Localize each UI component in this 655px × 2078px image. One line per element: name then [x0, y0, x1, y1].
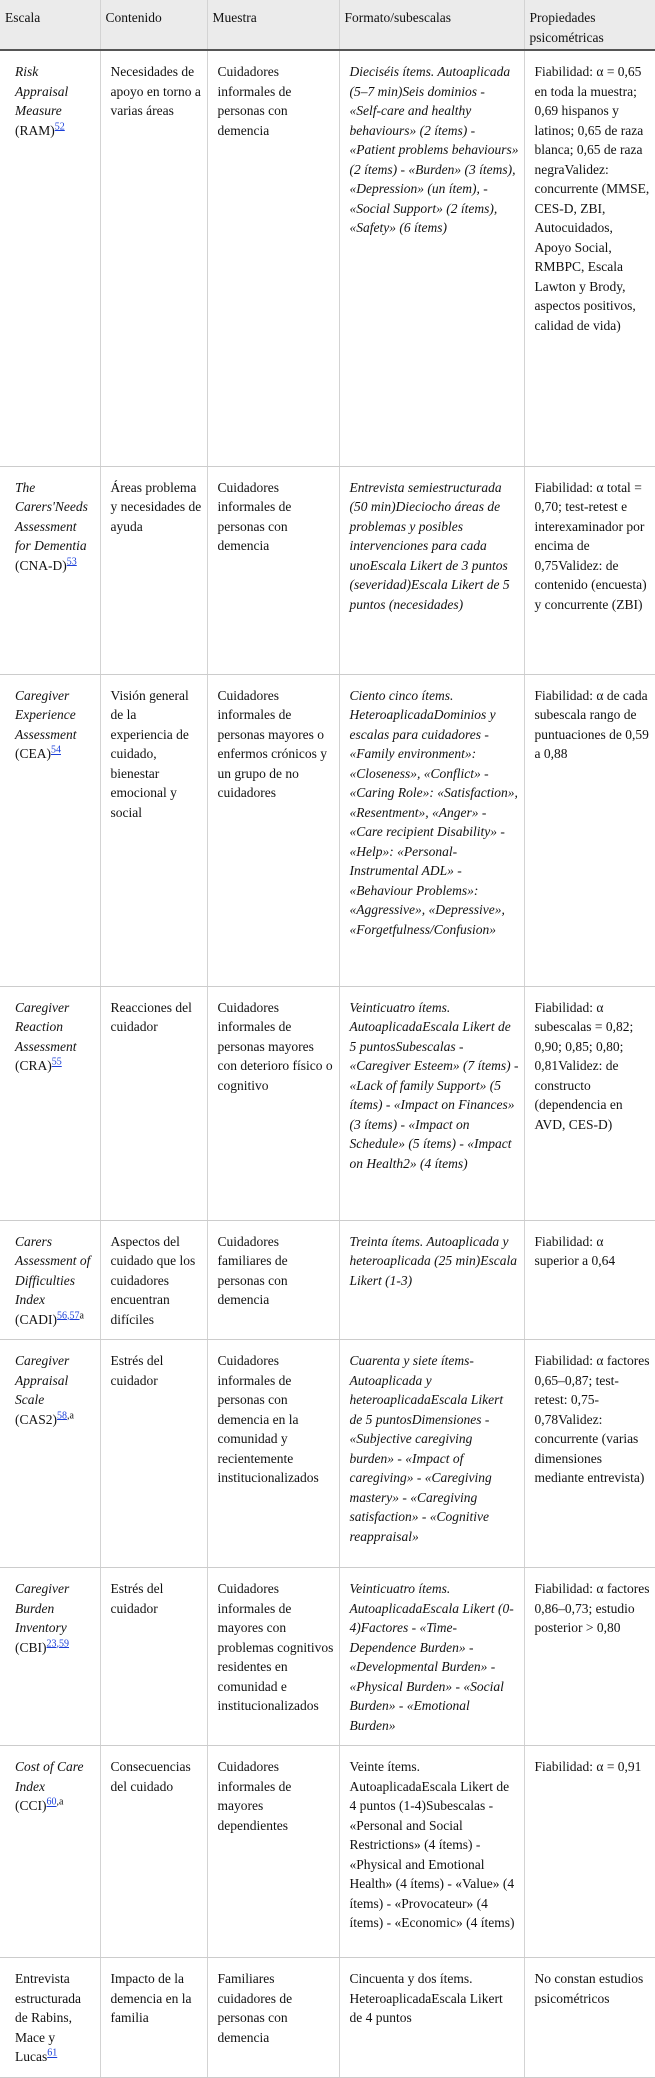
sample-cell: Cuidadores informales de personas mayores o enfermos crónicos y un grupo de no cuidadores — [207, 674, 339, 986]
sample-cell: Cuidadores informales de mayores dependientes — [207, 1746, 339, 1958]
format-cell — [339, 986, 524, 1220]
reference-link[interactable]: 55 — [51, 1056, 62, 1068]
sample-cell: Cuidadores informales de personas con demencia — [207, 466, 339, 674]
props-cell: Fiabilidad: α de cada subescala rango de puntuaciones de 0,59 a 0,88 — [524, 674, 655, 986]
format-cell: Veinte ítems. AutoaplicadaEscala Likert de 4 puntos (1-4)Subescalas - «Personal and Social Restrictions» (4 ítems) - «Physical and Emotional Health» (4 ítems) - «Value» (4 ítems) - «Provocateur» (4 ítems) - «Economic» (4 ítems) — [339, 1746, 524, 1958]
table-row — [0, 674, 655, 986]
content-cell: Áreas problema y necesidades de ayuda — [100, 466, 207, 674]
props-cell: Fiabilidad: α = 0,65 en toda la muestra; 0,69 hispanos y latinos; 0,65 de raza blanca; 0,65 de raza negraValidez: concurrente (MMSE, CES-D, ZBI, Autocuidados, Apoyo Social, RMBPC, Escala Lawton y Brody, aspectos positivos, calidad de vida) — [524, 50, 655, 466]
scale-abbr: (CCI) — [15, 1798, 47, 1813]
format-cell — [339, 1340, 524, 1568]
header-muestra: Muestra — [207, 0, 339, 50]
reference-link[interactable]: 58 — [57, 1410, 68, 1421]
header-escala: Escala — [0, 0, 100, 50]
scale-cell — [0, 466, 100, 674]
scale-abbr: (CEA) — [15, 746, 51, 761]
scale-abbr: (CRA) — [15, 1058, 52, 1073]
scale-abbr: (CNA-D) — [15, 557, 67, 573]
props-cell: Fiabilidad: α superior a 0,64 — [524, 1220, 655, 1340]
props-cell: Fiabilidad: α total = 0,70; test-retest e interexaminador por encima de 0,75Validez: de contenido (encuesta) y concurrente (ZBI) — [524, 466, 655, 674]
reference-link[interactable]: 61 — [47, 2047, 58, 2059]
content-cell: Visión general de la experiencia de cuidado, bienestar emocional y social — [100, 674, 207, 986]
header-row — [0, 0, 655, 50]
format-text: Ciento cinco ítems. HeteroaplicadaDominios y escalas para cuidadores - «Family environment»: «Closeness», «Conflict» - «Caring Role»: «Satisfaction», «Resentment», «Anger» - «Care recipient Disability» - «Help»: «Personal-Instrumental ADL» - «Behaviour Problems»: «Aggressive», «Depressive», «Forgetfulness/Confusion» — [349, 687, 518, 937]
content-cell: Impacto de la demencia en la familia — [100, 1958, 207, 2078]
table-row — [0, 50, 655, 466]
format-cell — [339, 50, 524, 466]
scale-cell — [0, 1340, 100, 1568]
reference-link[interactable]: 23,59 — [46, 1638, 69, 1649]
content-cell: Aspectos del cuidado que los cuidadores encuentran difíciles — [100, 1220, 207, 1340]
format-text: Veinticuatro ítems. AutoaplicadaEscala Likert (0-4)Factores - «Time-Dependence Burden» - «Developmental Burden» - «Physical Burden» - «Social Burden» - «Emotional Burden» — [349, 1581, 514, 1733]
content-cell: Reacciones del cuidador — [100, 986, 207, 1220]
sample-cell: Familiares cuidadores de personas con demencia — [207, 1958, 339, 2078]
scale-cell — [0, 1746, 100, 1958]
scale-abbr: (CBI) — [15, 1639, 47, 1655]
reference-link[interactable]: 53 — [66, 556, 77, 567]
reference-link[interactable]: 56,57 — [57, 1310, 80, 1321]
content-cell: Estrés del cuidador — [100, 1568, 207, 1746]
reference-link[interactable]: 60 — [46, 1796, 57, 1808]
scale-name: Carers Assessment of Difficulties Index — [15, 1233, 91, 1307]
reference-link[interactable]: 54 — [51, 744, 61, 756]
props-cell: Fiabilidad: α subescalas = 0,82; 0,90; 0,85; 0,80; 0,81Validez: de constructo (dependencia en AVD, CES-D) — [524, 986, 655, 1220]
table-row — [0, 1958, 655, 2078]
sample-cell: Cuidadores informales de mayores con problemas cognitivos residentes en comunidad e institucionalizados — [207, 1568, 339, 1746]
format-text: Treinta ítems. Autoaplicada y heteroaplicada (25 min)Escala Likert (1-3) — [349, 1233, 517, 1288]
scale-name: Caregiver Reaction Assessment — [15, 999, 77, 1054]
scale-name: Risk Appraisal Measure — [15, 64, 69, 118]
sample-cell: Cuidadores informales de personas con demencia en la comunidad y recientemente institucionalizados — [207, 1340, 339, 1568]
footnote-marker: ,a — [67, 1410, 74, 1421]
props-cell: Fiabilidad: α factores 0,86–0,73; estudio posterior > 0,80 — [524, 1568, 655, 1746]
table-row — [0, 1220, 655, 1340]
props-cell: No constan estudios psicométricos — [524, 1958, 655, 2078]
header-contenido: Contenido — [100, 0, 207, 50]
sample-cell: Cuidadores informales de personas con demencia — [207, 50, 339, 466]
format-cell — [339, 1568, 524, 1746]
table-row — [0, 1340, 655, 1568]
scale-abbr: (CADI) — [15, 1311, 57, 1327]
format-cell — [339, 1220, 524, 1340]
props-cell: Fiabilidad: α = 0,91 — [524, 1746, 655, 1958]
sample-cell: Cuidadores informales de personas mayores con deterioro físico o cognitivo — [207, 986, 339, 1220]
footnote-marker: a — [79, 1310, 84, 1321]
sample-cell: Cuidadores familiares de personas con demencia — [207, 1220, 339, 1340]
table-row — [0, 466, 655, 674]
scale-abbr: (CAS2) — [15, 1411, 58, 1427]
footnote-marker: ,a — [56, 1796, 64, 1808]
scale-cell — [0, 1220, 100, 1340]
scale-name: The Carers'Needs Assessment for Dementia — [15, 479, 88, 553]
scale-name: Caregiver Experience Assessment — [15, 687, 77, 742]
scale-name: Caregiver Appraisal Scale — [15, 1353, 70, 1407]
scale-cell — [0, 1568, 100, 1746]
format-text: Entrevista semiestructurada (50 min)Dieciocho áreas de problemas y posibles intervenciones para cada unoEscala Likert de 3 puntos (severidad)Escala Likert de 5 puntos (necesidades) — [349, 479, 510, 612]
content-cell: Necesidades de apoyo en torno a varias áreas — [100, 50, 207, 466]
content-cell: Consecuencias del cuidado — [100, 1746, 207, 1958]
header-formato: Formato/subescalas — [339, 0, 524, 50]
format-cell — [339, 674, 524, 986]
reference-link[interactable]: 52 — [54, 121, 65, 132]
table-row — [0, 1746, 655, 1958]
format-cell — [339, 466, 524, 674]
props-cell: Fiabilidad: α factores 0,65–0,87; test-retest: 0,75-0,78Validez: concurrente (varias dimensiones mediante entrevista) — [524, 1340, 655, 1568]
format-cell: Cincuenta y dos ítems. HeteroaplicadaEscala Likert de 4 puntos — [339, 1958, 524, 2078]
header-propiedades: Propiedades psicométricas — [524, 0, 655, 50]
scale-name: Cost of Care Index — [15, 1759, 84, 1794]
content-cell: Estrés del cuidador — [100, 1340, 207, 1568]
scale-cell — [0, 50, 100, 466]
scale-cell — [0, 986, 100, 1220]
scale-name: Caregiver Burden Inventory — [15, 1581, 70, 1635]
table-row — [0, 1568, 655, 1746]
scale-cell — [0, 674, 100, 986]
format-text: Cuarenta y siete ítems-Autoaplicada y heteroaplicadaEscala Likert de 5 puntosDimensiones - «Subjective caregiving burden» - «Impact of caregiving» - «Caregiving mastery» - «Caregiving satisfaction» - «Cognitive reappraisal» — [349, 1353, 504, 1544]
scale-abbr: (RAM) — [15, 122, 55, 138]
scale-name: Entrevista estructurada de Rabins, Mace y Lucas — [15, 1971, 81, 2064]
format-text: Dieciséis ítems. Autoaplicada (5–7 min)Seis dominios - «Self-care and healthy behaviours» (2 ítems) - «Patient problems behaviours» (2 ítems) - «Burden» (3 ítems), «Depression» (un ítem), - «Social Support» (2 ítems), «Safety» (6 ítems) — [349, 64, 519, 235]
table-row — [0, 986, 655, 1220]
format-text: Veinticuatro ítems. AutoaplicadaEscala Likert de 5 puntosSubescalas - «Caregiver Esteem» (7 ítems) - «Lack of family Support» (5 ítems) - «Impact on Finances» (3 ítems) - «Impact on Schedule» (5 ítems) - «Impact on Health2» (4 ítems) — [349, 999, 519, 1171]
scale-cell — [0, 1958, 100, 2078]
